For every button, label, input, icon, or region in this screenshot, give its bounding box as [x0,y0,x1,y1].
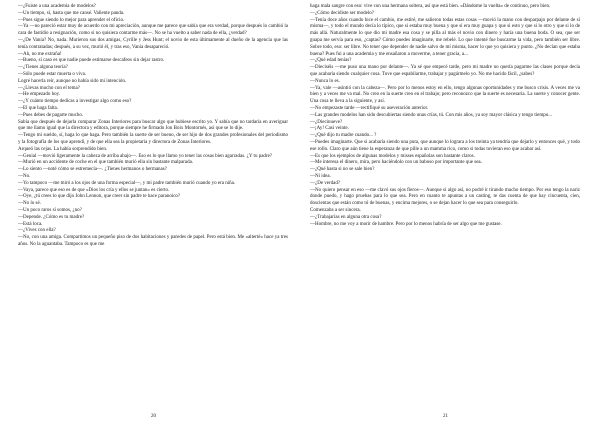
paragraph: —¿De Vania? No, nada. Murieron sus dos amigas, Cyrille y Jess Hunt; el novio de esta últimamente al dueño de la agencia que las tenía contratadas; después, a su vez, murió él, y tras eso, Vania desapareció. [18,37,288,50]
paragraph: —Oye, ¿tú crees lo que dijo John Lennon, que creer sin padre te hace paranoico? [18,194,181,200]
left-page [18,4,288,420]
paragraph: —Ya —no pareció estar muy de acuerdo con mi apreciación, aunque me parece que sabía que era verdad, porque después lo cambió la cara de fastidio a resignación, como si no quisiera contarme más—. No se ha vuelto a saber nada de ella, ¿verdad? [18,24,288,37]
paragraph: —Está loca. [18,221,43,227]
paragraph: —He empezado hoy. [18,92,61,98]
paragraph: Arqueó las cejas. La había sorprendido bien. [18,146,108,152]
paragraph: —¿Vives con ella? [18,228,56,234]
right-page [310,4,580,420]
paragraph: —Pues debes de pagarte mucho. [18,112,84,118]
paragraph: —Hombre, no me voy a morir de hambre. Pero por lo menos habría de ser algo que me gustase. [310,221,502,227]
paragraph: —¿Fuiste a una academia de modelos? [18,4,96,9]
paragraph: —Pues sigue siendo lo mejor para aprender el oficio. [18,17,125,23]
paragraph: Sabía que después de dejarla comparar Zonas Interiores para buscar algo que hubiese escrito yo. Y sabía que no tardaría en averiguar que me llamo igual que la directora y editora, porque siempre he firmado Jon Boix Montornés, así que se lo dije. [18,119,288,132]
paragraph: —¿Qué edad tenías? [310,58,352,64]
paragraph: —Lo siento —noté cómo se estremecía—. ¿Tienes hermanos o hermanas? [18,167,167,173]
paragraph: —Depende. ¿Cómo es tu madre? [18,214,85,220]
paragraph: —¿Diecinueve? [310,119,343,125]
paragraph: —¿Qué hasta si no se sale bien? [310,167,375,173]
left-page-text [18,4,288,249]
paragraph: —Sólo puede estar muerta o viva. [18,71,87,77]
page-number: 21 [443,414,448,419]
paragraph: —Un poco raros sí somos, ¿no? [18,207,82,213]
paragraph: —No empezaste tarde —rectifiqué su aseveración anterior. [310,105,429,111]
paragraph: —Murió en un accidente de coche en el que también murió ella sin bastante malparada. [18,160,194,166]
paragraph: —¿Cómo decidiste ser modelo? [310,10,375,16]
page-number: 20 [151,414,156,419]
paragraph: —Es que los ejemplos de algunas modelos y misses españolas son bastante claros. [310,153,475,159]
paragraph: —Tengo mi sueldo, sí, haga lo que haga. Pero también la suerte de ser bueno, de ser hijo de dos grandes profesionales del periodismo y la fotografía de los que aprendí, y de que ella sea la propietaria y directora de Zonas Interiores. [18,133,288,145]
paragraph: —Ya, vale —asintió con la cabeza—. Pero por lo menos estoy en ello, tengo algunas oportunidades y me busco crisis. A veces me va bien y a veces me va mal. No creo en la suerte creo en el trabajo; pero reconozco que la suerte es necesaria. La suerte y conocer gente. Una cosa te lleva a la siguiente, y así. [310,85,580,105]
paragraph: —Yo tampoco —me miró a los ojos de una forma especial—, y mi padre también murió cuando yo era niña. [18,180,236,186]
paragraph: —No. [18,173,31,179]
paragraph: —No, con una amiga. Compartimos un pequeño piso de dos habitaciones y paredes de papel. Pero está bien. Me «alterté» hace ya tres años. No la aguantaba. Tampoco es que me [18,235,288,247]
paragraph: —Genial —movió ligeramente la cabeza de arriba abajo—. Eso es lo que llamo yo tener las cosas bien agarradas. ¿Y tu padre? [18,153,273,159]
paragraph: —¿Llevas mucho con el tema? [18,85,80,91]
paragraph: —Las grandes modelos han sido descubiertas siendo unas crías, tú. Con mis años, ya soy mayor clásica y tengo tiempo... [310,112,553,118]
right-page-text [310,4,580,228]
paragraph: —¿De verdad? [310,180,341,186]
paragraph: —¡Ay! Casi veinte. [310,126,349,132]
paragraph: —Nunca lo es. [310,78,340,84]
paragraph: —Ah, no me extraña! [18,51,62,57]
paragraph: —Tenía doce años cuando hice el cambio, me estiré, me salieron todas estas cosas —movió la mano con desparpajo por delante de sí misma—, y todo el mundo decía lo típico, que si estaba muy buena y que si era muy guapa y que si esto y que si lo otro y que si lo de más allá. Naturalmente lo que dio mi madre esa cosa y se pilla al más el novio con dinero y haría una buena boda. O sea, que ser guapa me servía para eso, ¿captas? Cómo puedes imaginarte, me rebelé. Lo que intenté fue buscarme la vida, pero también ser libre. Sobre todo, eso: ser libre. No tener que depender de nadie salvo de mí misma, hacer lo que yo quisiera y punto. ¿No decían que estaba buena? Pues fui a una academia y me ensañaron a moverme, a tener gracia, a... [310,17,580,57]
paragraph: —Un tiempo, sí, hasta que me cansé. Valiente panda. [18,10,125,16]
paragraph: haga mala sangre con eso: vive con una hermana soltera, así que está bien. «Dándome la vuelta» de continuo, pero bien. [310,4,551,9]
paragraph: —Ni idea. [310,173,331,179]
paragraph: —¿Qué dijo tu madre cuando... ? [310,133,377,139]
paragraph: —No quiero pensar en eso —me clavó sus ojos fieros—. Aunque si algo así, no podré ir tirando mucho tiempo. Por eso tengo la nariz donde puedo, y hago pruebas para lo que sea. Pero en cuanto te apuntas a un casting, te das cuenta de que hay cincuenta, cien, doscientas que están como tú de buenas, y encima mejores, o se dejan hacer lo que sea para conseguirlo. [310,187,580,207]
paragraph: —Puedes imaginarte. Que si acabaría siendo una puta, que aunque lo lograra a los treinta ya tendría que dejarlo y entonces qué, y todo ese rollo. Claro que aún tiene la esperanza de que pille a un mamma rico, como si todas tuvieran eso que acabar así. [310,139,580,152]
paragraph: Logré hacerla reír, aunque no había sido mi intención. [18,78,127,84]
paragraph: —¿Y cuánto tiempo dedicas a investigar algo como eso? [18,99,132,105]
paragraph: —¿Tienes alguna teoría? [18,65,68,71]
paragraph: —Dieciséis —me puso una mano por delante—. Ya sé que empecé tarde, pero mi madre no quería pagarme las clases porque decía que acabaría siendo cualquier cosa. Tuve que espabilarme, trabajar y pagármelo yo. No me hacido fácil, ¿sabes? [310,65,580,77]
paragraph: —Me interesa el dinero, mira, pero haciéndolo con un baboso por importante que sea. [310,160,482,166]
paragraph: —El que haga falta. [18,105,58,111]
paragraph: Comenzaba a ser sincera. [310,207,361,213]
paragraph: —Vaya, parece que eso es de que «Dios los cría y ellos se juntan» es cierto. [18,187,170,193]
paragraph: —No lo sé. [18,201,41,207]
paragraph: —¿Trabajarías en alguna otra cosa? [310,214,382,220]
paragraph: —Bueno, sí caso es que nadie puede estimarse descafeos sin dejar rastro. [18,58,165,64]
